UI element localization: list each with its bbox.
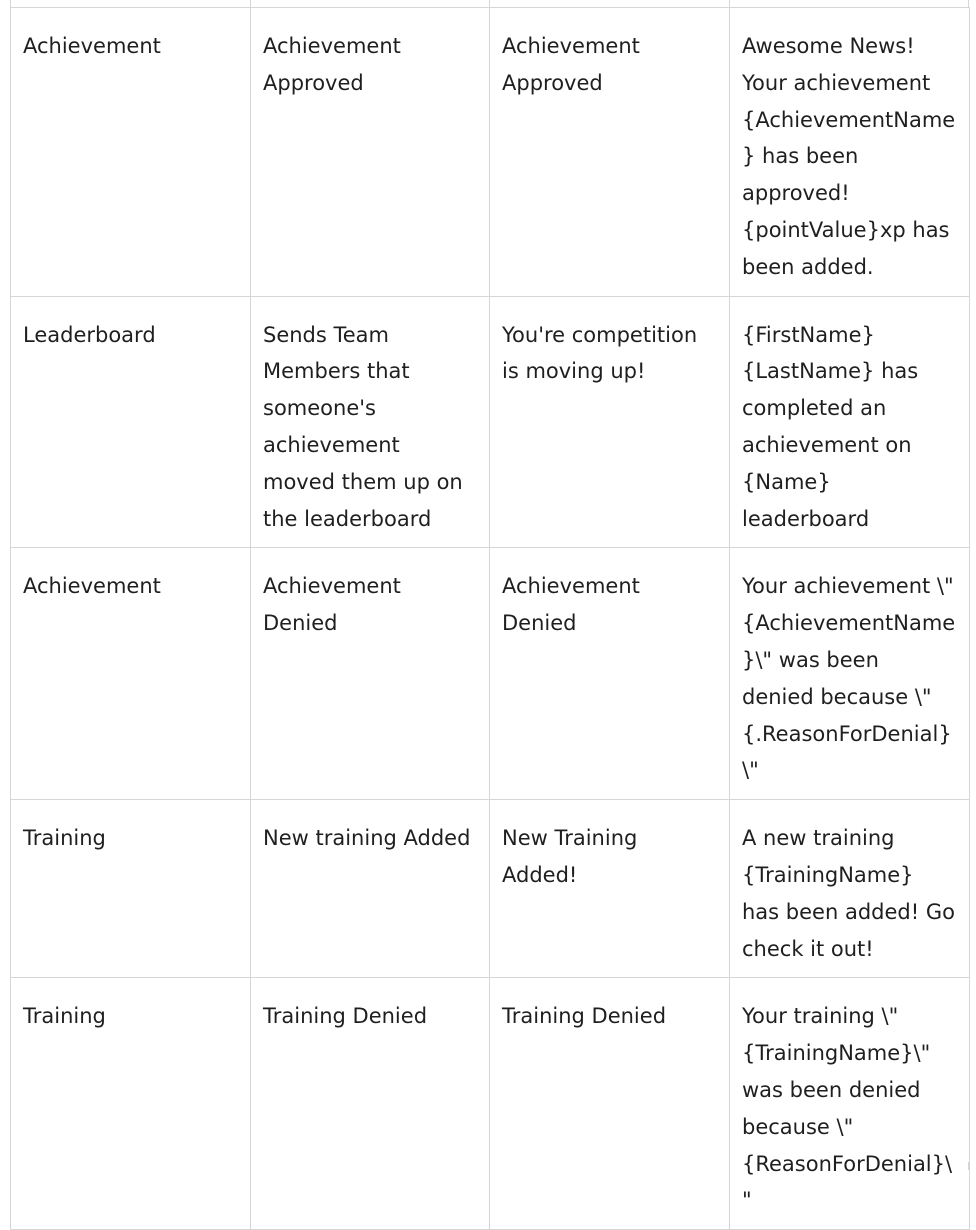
cell-title: New Training Added!	[490, 800, 730, 978]
cell-category: Leaderboard	[11, 296, 251, 548]
table-row	[11, 548, 970, 800]
cell-message: A new training {TrainingName} has been added! Go check it out!	[730, 800, 970, 978]
cell-message: {FirstName} {LastName} has completed an achievement on {Name} leaderboard	[730, 296, 970, 548]
cell-title: You're competition is moving up!	[490, 296, 730, 548]
cell-description: Sends Team Members that someone's achievement moved them up on the leaderboard	[251, 296, 490, 548]
cell-description: Training Denied	[251, 978, 490, 1230]
cell-message: Your achievement \"{AchievementName}\" was been denied because \"{.ReasonForDenial}\"	[730, 548, 970, 800]
table-row	[11, 8, 970, 297]
cell-category: Achievement	[11, 548, 251, 800]
cell-title: Training Denied	[490, 978, 730, 1230]
table-row	[11, 978, 970, 1230]
table-top-edge	[10, 0, 969, 7]
cell-description: New training Added	[251, 800, 490, 978]
cell-message: Your training \"{TrainingName}\" was been denied because \"{ReasonForDenial}\"	[730, 978, 970, 1230]
notifications-table	[10, 7, 970, 1230]
table-row	[11, 296, 970, 548]
cell-description: Achievement Approved	[251, 8, 490, 297]
cell-category: Training	[11, 800, 251, 978]
cell-title: Achievement Approved	[490, 8, 730, 297]
cell-title: Achievement Denied	[490, 548, 730, 800]
cell-message: Awesome News! Your achievement {AchievementName} has been approved! {pointValue}xp has been added.	[730, 8, 970, 297]
cell-category: Achievement	[11, 8, 251, 297]
table-bottom-edge	[10, 1162, 969, 1170]
cell-description: Achievement Denied	[251, 548, 490, 800]
cell-category: Training	[11, 978, 251, 1230]
table-row	[11, 800, 970, 978]
